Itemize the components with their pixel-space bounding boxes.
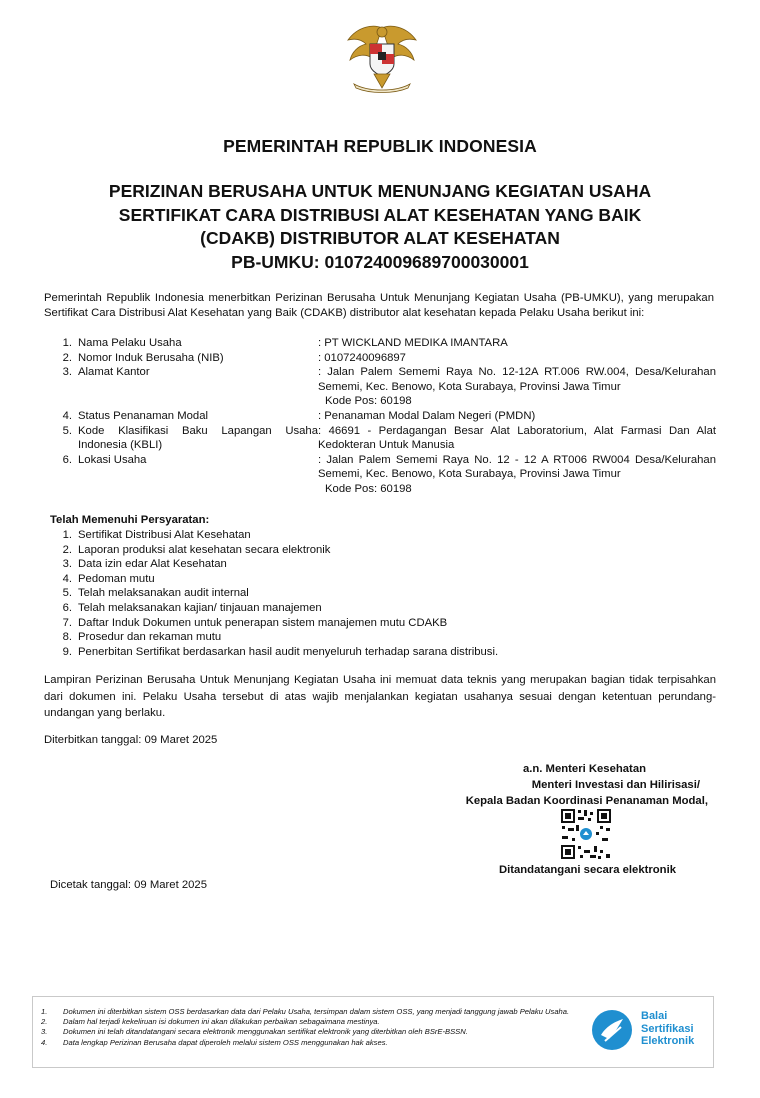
electronic-signature-note: Ditandatangani secara elektronik (498, 864, 676, 876)
bsre-logo-icon (589, 1007, 635, 1053)
field-label: Status Penanaman Modal (78, 409, 208, 422)
list-item (44, 409, 716, 424)
item-number: 6. (62, 453, 72, 466)
list-item (44, 528, 498, 543)
footnotes (41, 1007, 581, 1048)
item-text: Telah melaksanakan kajian/ tinjauan manajemen (78, 601, 322, 614)
footnote (41, 1017, 581, 1027)
item-number: 6. (62, 601, 72, 614)
footer-notes-box (32, 996, 714, 1068)
item-number: 2. (62, 543, 72, 556)
field-label: Alamat Kantor (78, 366, 150, 379)
qr-code-icon (560, 808, 612, 860)
list-item (44, 616, 498, 631)
item-text: Pedoman mutu (78, 572, 155, 585)
footnote (41, 1038, 581, 1048)
bsre-logo (589, 1007, 709, 1057)
item-number: 7. (62, 616, 72, 629)
field-value: : 0107240096897 (318, 351, 406, 364)
address-text: : Jalan Palem Sememi Raya No. 12-12A RT.006 RW.004, Desa/Kelurahan Sememi, Kec. Benowo, Kota Surabaya, Provinsi Jawa Timur (318, 366, 716, 393)
item-number: 5. (62, 587, 72, 600)
item-number: 5. (62, 424, 72, 437)
list-item (44, 572, 498, 587)
logo-line: Elektronik (641, 1035, 695, 1047)
address-text: : Jalan Palem Sememi Raya No. 12 - 12 A RT006 RW004 Desa/Kelurahan Sememi, Kec. Benowo, Kota Surabaya, Provinsi Jawa Timur (318, 453, 716, 481)
footnote-text: Dokumen ini telah ditandatangani secara elektronik menggunakan sertifikat elektronik yang diterbitkan oleh BSrE-BSSN. (63, 1027, 468, 1037)
bsre-logo-text (641, 1010, 694, 1048)
item-text: Laporan produksi alat kesehatan secara elektronik (78, 543, 331, 556)
logo-line: Sertifikasi (641, 1022, 694, 1035)
list-item (44, 601, 498, 616)
item-number: 4. (62, 409, 72, 422)
permit-title-line: PERIZINAN BERUSAHA UNTUK MENUNJANG KEGIATAN USAHA (108, 181, 652, 201)
requirements-list (44, 528, 498, 659)
signatory-line: Menteri Investasi dan Hilirisasi/ (531, 778, 700, 791)
requirements-title: Telah Memenuhi Persyaratan: (50, 514, 210, 526)
signature-block (440, 762, 720, 809)
item-text: Daftar Induk Dokumen untuk penerapan sistem manajemen mutu CDAKB (78, 616, 448, 629)
footnote-text: Dalam hal terjadi kekeliruan isi dokumen ini akan dilakukan perbaikan sebagaimana mestinya. (63, 1017, 380, 1027)
list-item (44, 557, 498, 572)
field-label: Nomor Induk Berusaha (NIB) (78, 351, 224, 364)
list-item (44, 645, 498, 660)
government-title: PEMERINTAH REPUBLIK INDONESIA (223, 136, 537, 156)
list-item (44, 586, 498, 601)
item-number: 9. (62, 645, 72, 658)
field-label: Nama Pelaku Usaha (78, 337, 182, 349)
permit-number: PB-UMKU: 010724009689700030001 (231, 251, 529, 272)
list-item (44, 365, 716, 409)
field-value: : Penanaman Modal Dalam Negeri (PMDN) (318, 409, 536, 422)
field-value: : 46691 - Perdagangan Besar Alat Laboratorium, Alat Farmasi Dan Alat Kedokteran Untuk Manusia (318, 424, 716, 452)
field-value: : PT WICKLAND MEDIKA IMANTARA (318, 337, 508, 349)
field-value (318, 453, 716, 497)
field-label: Lokasi Usaha (78, 453, 147, 466)
footnote-number: 3. (41, 1027, 48, 1037)
list-item (44, 630, 498, 645)
list-item (44, 543, 498, 558)
item-number: 1. (62, 529, 72, 541)
footnote-number: 2. (41, 1017, 48, 1027)
field-label: Kode Klasifikasi Baku Lapangan Usaha Indonesia (KBLI) (78, 424, 318, 452)
item-number: 2. (62, 351, 72, 364)
item-number: 1. (62, 337, 72, 349)
signatory-line: a.n. Menteri Kesehatan (522, 763, 646, 775)
item-text: Penerbitan Sertifikat berdasarkan hasil audit menyeluruh terhadap sarana distribusi. (78, 645, 499, 658)
permit-title (0, 180, 760, 274)
footnote-number: 4. (41, 1037, 48, 1047)
footnote (41, 1027, 581, 1037)
printed-date: Dicetak tanggal: 09 Maret 2025 (50, 879, 207, 891)
permit-title-line: SERTIFIKAT CARA DISTRIBUSI ALAT KESEHATAN YANG BAIK (118, 204, 642, 225)
item-number: 8. (62, 631, 72, 644)
issued-date: Diterbitkan tanggal: 09 Maret 2025 (44, 734, 218, 746)
postal-code: Kode Pos: 60198 (325, 482, 412, 495)
item-text: Sertifikat Distribusi Alat Kesehatan (78, 529, 251, 541)
item-text: Telah melaksanakan audit internal (78, 587, 249, 600)
list-item (44, 351, 716, 366)
item-number: 4. (62, 572, 72, 585)
signatory-line: Kepala Badan Koordinasi Penanaman Modal, (465, 794, 708, 807)
footnote (41, 1007, 581, 1017)
footnote-number: 1. (41, 1007, 48, 1016)
footnote-text: Data lengkap Perizinan Berusaha dapat diperoleh melalui sistem OSS menggunakan hak akses. (63, 1037, 388, 1047)
item-number: 3. (62, 558, 72, 571)
footnote-text: Dokumen ini diterbitkan sistem OSS berdasarkan data dari Pelaku Usaha, tersimpan dalam sistem OSS, yang menjadi tanggung jawab Pelaku Usaha. (63, 1007, 570, 1016)
item-number: 3. (62, 366, 72, 379)
item-text: Prosedur dan rekaman mutu (78, 631, 222, 644)
list-item (44, 336, 716, 351)
attachment-paragraph: Lampiran Perizinan Berusaha Untuk Menunjang Kegiatan Usaha ini memuat data teknis yang merupakan bagian tidak terpisahkan dari dokumen ini. Pelaku Usaha tersebut di atas wajib menjalankan kegiatan usahanya sesuai dengan ketentuan perundang-undangan yang berlaku. (44, 674, 716, 719)
intro-paragraph: Pemerintah Republik Indonesia menerbitkan Perizinan Berusaha Untuk Menunjang Kegiatan Usaha (PB-UMKU), yang merupakan Sertifikat Cara Distribusi Alat Kesehatan yang Baik (CDAKB) distributor alat kesehatan kepada Pelaku Usaha berikut ini: (44, 292, 714, 319)
garuda-emblem-icon (344, 22, 420, 94)
business-info-list (44, 336, 716, 497)
item-text: Data izin edar Alat Kesehatan (78, 558, 227, 571)
permit-title-line: (CDAKB) DISTRIBUTOR ALAT KESEHATAN (200, 228, 560, 248)
postal-code: Kode Pos: 60198 (325, 395, 412, 408)
logo-line: Balai (641, 1010, 668, 1022)
list-item (44, 453, 716, 497)
list-item (44, 424, 716, 453)
field-value (318, 365, 716, 409)
